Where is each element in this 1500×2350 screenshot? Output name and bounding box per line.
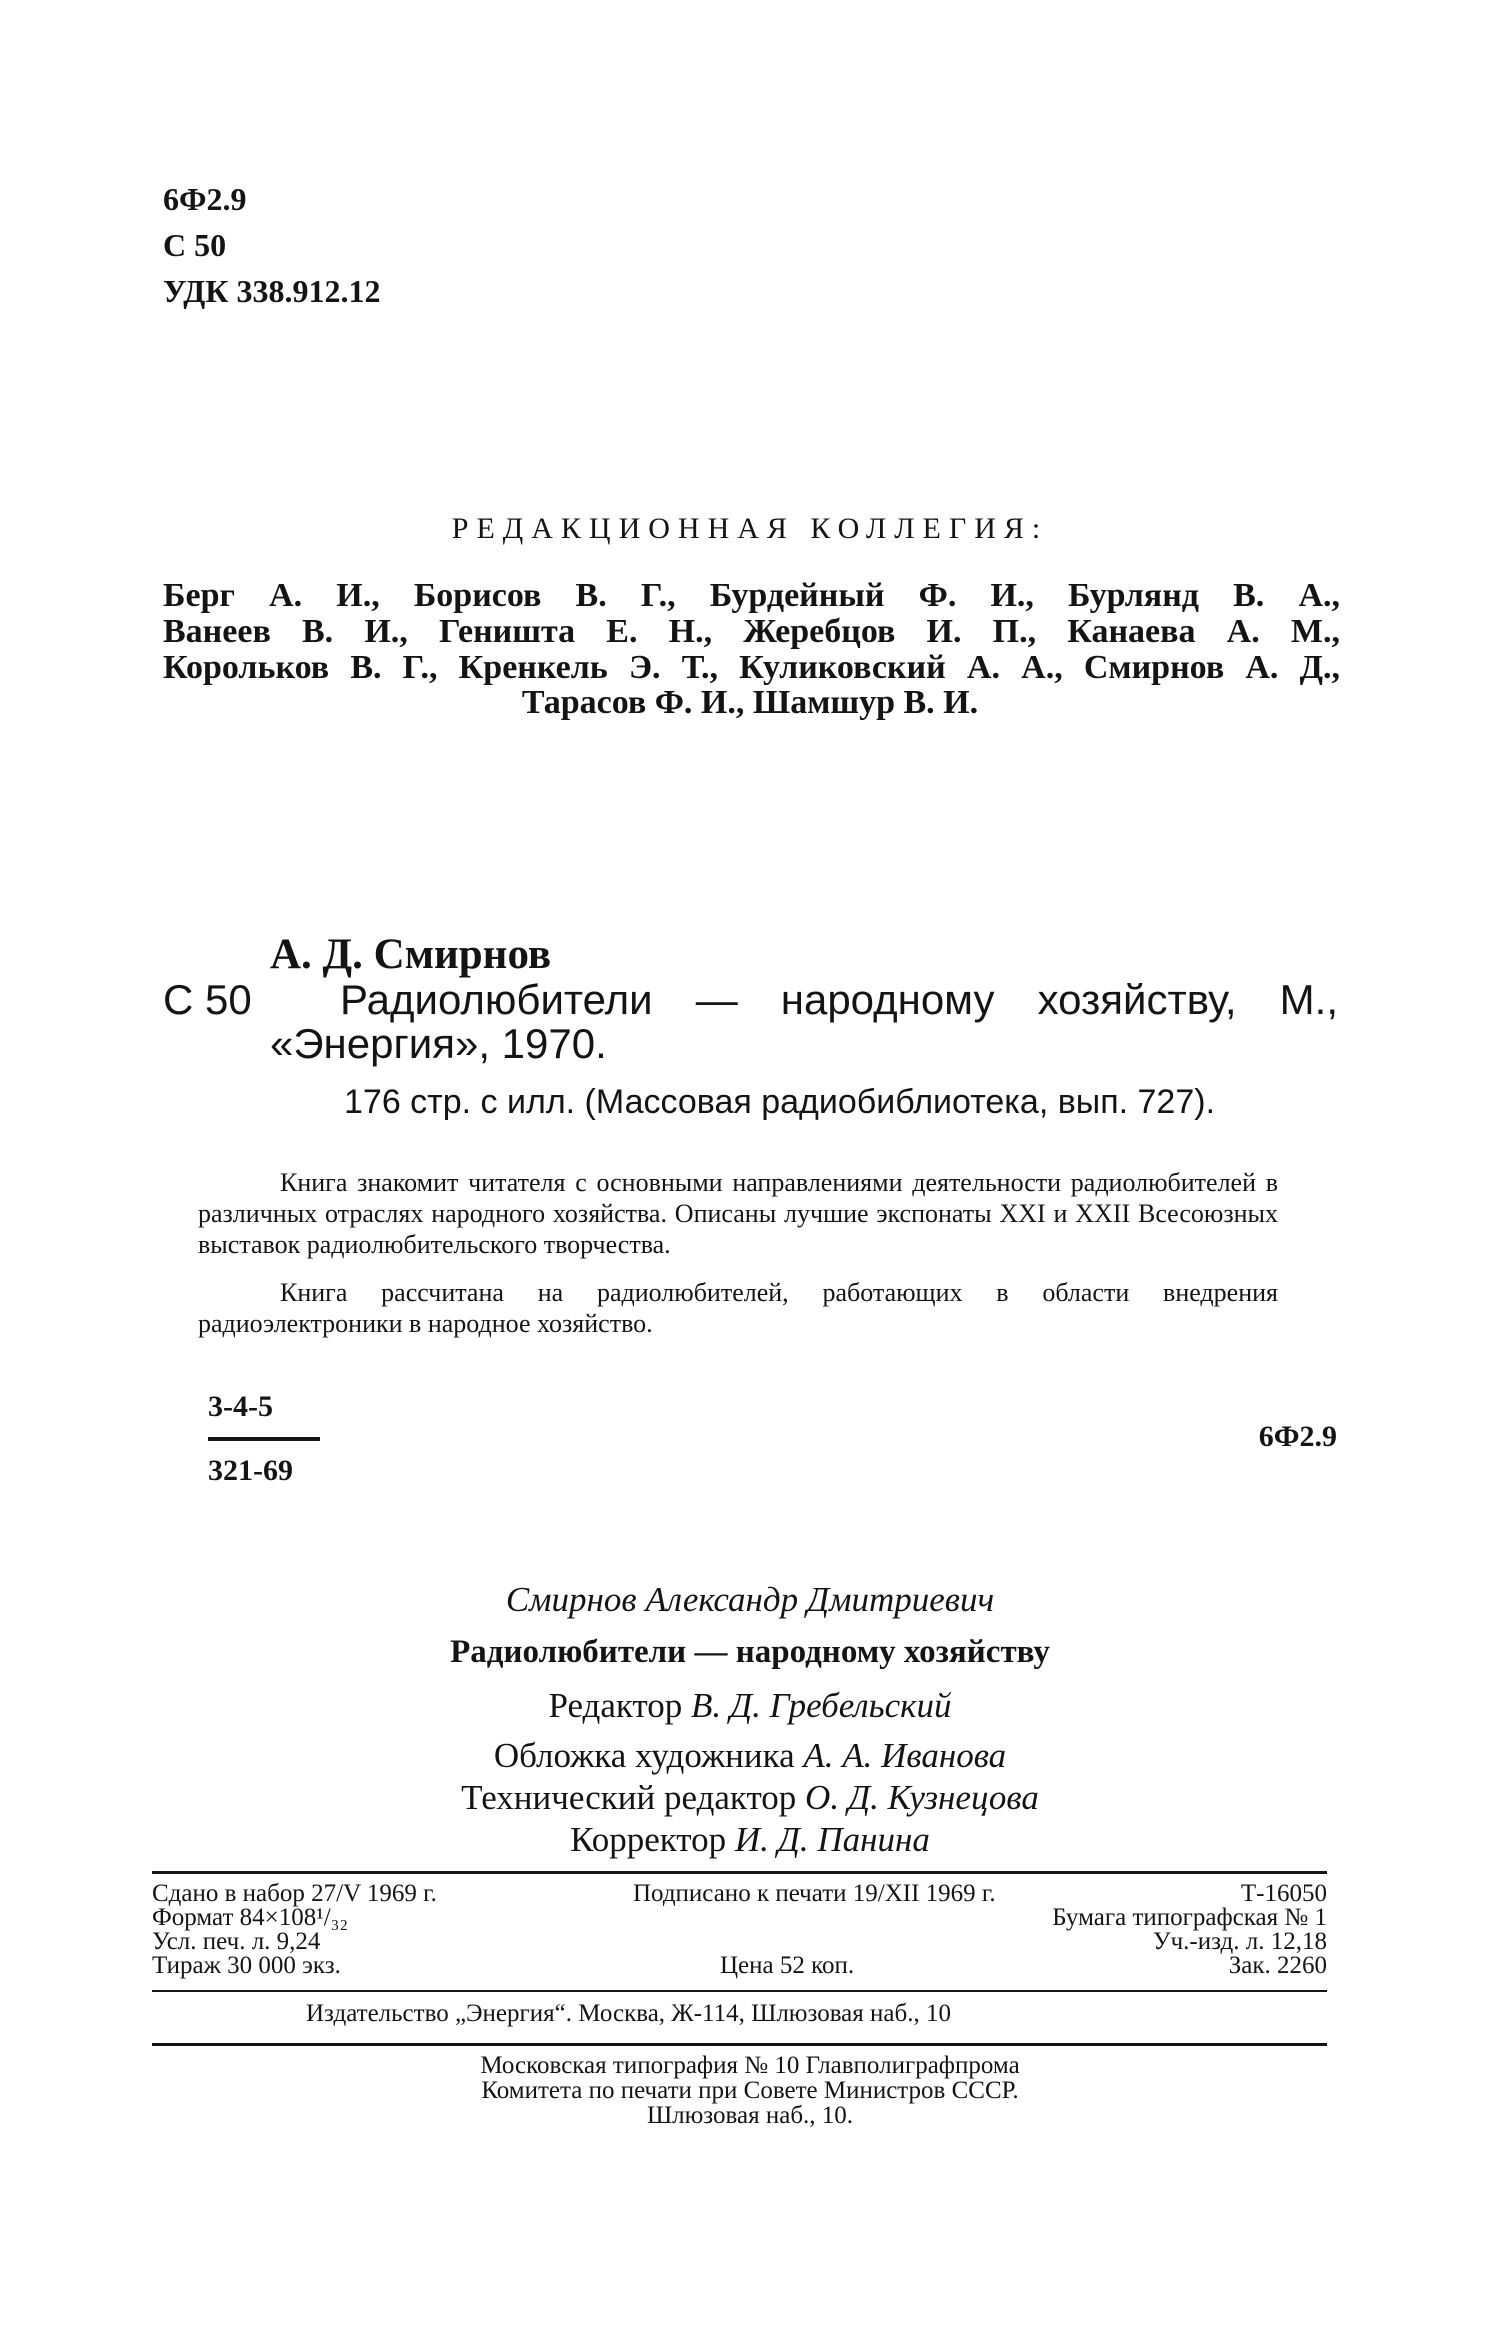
- credit-label: Технический редактор: [461, 1778, 797, 1817]
- card-pages: 176 стр. с илл. (Массовая радиобиблиотека, вып. 727).: [344, 1083, 1216, 1121]
- imprint-print-sheets: Усл. печ. л. 9,24: [152, 1928, 321, 1955]
- annotation-paragraph: Книга рассчитана на радиолюбителей, работающих в области внедрения радиоэлектроники в народное хозяйство.: [198, 1278, 1278, 1338]
- imprint-sent: Сдано в набор 27/V 1969 г.: [152, 1880, 437, 1907]
- bbk-index: 6Ф2.9: [163, 181, 247, 217]
- imprint-format: Формат 84×108¹/₃₂: [152, 1904, 349, 1931]
- credit-label: Корректор: [570, 1820, 727, 1859]
- card-code: С 50: [163, 976, 252, 1023]
- credit-person: А. А. Иванова: [803, 1736, 1007, 1775]
- editorial-board-line: Ванеев В. И., Геништа Е. Н., Жеребцов И. П., Канаева А. М.,: [163, 613, 1340, 650]
- credit-person: О. Д. Кузнецова: [805, 1778, 1039, 1817]
- book-title: Радиолюбители — народному хозяйству: [450, 1634, 1050, 1670]
- imprint-paper: Бумага типографская № 1: [1052, 1904, 1327, 1931]
- imprint-printer-line: Московская типография № 10 Главполиграфпрома: [480, 2052, 1020, 2079]
- credit-label: Редактор: [548, 1686, 683, 1725]
- card-title-line: Радиолюбители — народному хозяйству, М.,: [340, 976, 1338, 1023]
- author-full-name: Смирнов Александр Дмитриевич: [505, 1580, 995, 1619]
- imprint-run: Тираж 30 000 экз.: [152, 1952, 341, 1979]
- imprint-bottom-rule: [152, 2043, 1327, 2046]
- card-author: А. Д. Смирнов: [270, 931, 552, 978]
- imprint-price: Цена 52 коп.: [720, 1952, 855, 1979]
- imprint-publisher: Издательство „Энергия“. Москва, Ж-114, Шлюзовая наб., 10: [306, 2000, 951, 2027]
- imprint-mid-rule: [152, 1990, 1327, 1992]
- bbk-right: 6Ф2.9: [1258, 1420, 1337, 1453]
- imprint-printer-line: Комитета по печати при Совете Министров СССР.: [481, 2077, 1019, 2104]
- credit-editor: [0, 1686, 1500, 1726]
- credit-person: В. Д. Гребельский: [691, 1686, 952, 1725]
- fraction-top: 3-4-5: [208, 1390, 273, 1423]
- annotation-paragraph: Книга знакомит читателя с основными направлениями деятельности радиолюбителей в различных отраслях народного хозяйства. Описаны лучшие экспонаты XXI и XXII Всесоюзных выставок радиолюбительского творчества.: [198, 1168, 1278, 1259]
- imprint-printer-line: Шлюзовая наб., 10.: [646, 2102, 854, 2129]
- credit-corrector: [0, 1820, 1500, 1860]
- author-mark: С 50: [163, 227, 227, 263]
- imprint-top-rule: [152, 1871, 1327, 1874]
- card-title-line: «Энергия», 1970.: [270, 1020, 607, 1067]
- editorial-board-line: Тарасов Ф. И., Шамшур В. И.: [521, 684, 979, 721]
- imprint-signed: Подписано к печати 19/XII 1969 г.: [633, 1880, 996, 1907]
- udc-index: УДК 338.912.12: [163, 273, 381, 309]
- imprint-publ-sheets: Уч.-изд. л. 12,18: [1152, 1928, 1327, 1955]
- credit-cover: [0, 1736, 1500, 1776]
- fraction-bottom: 321-69: [208, 1454, 293, 1487]
- editorial-board-line: Корольков В. Г., Кренкель Э. Т., Куликовский А. А., Смирнов А. Д.,: [163, 649, 1340, 686]
- editorial-board-heading: РЕДАКЦИОННАЯ КОЛЛЕГИЯ:: [451, 512, 1049, 545]
- imprint-order: Зак. 2260: [1228, 1952, 1327, 1979]
- editorial-board-line: Берг А. И., Борисов В. Г., Бурдейный Ф. И., Бурлянд В. А.,: [163, 577, 1340, 614]
- credit-label: Обложка художника: [493, 1736, 795, 1775]
- imprint-t-number: Т-16050: [1240, 1880, 1327, 1907]
- fraction-line: [208, 1437, 320, 1441]
- credit-tech-editor: [0, 1778, 1500, 1818]
- credit-person: И. Д. Панина: [734, 1820, 930, 1859]
